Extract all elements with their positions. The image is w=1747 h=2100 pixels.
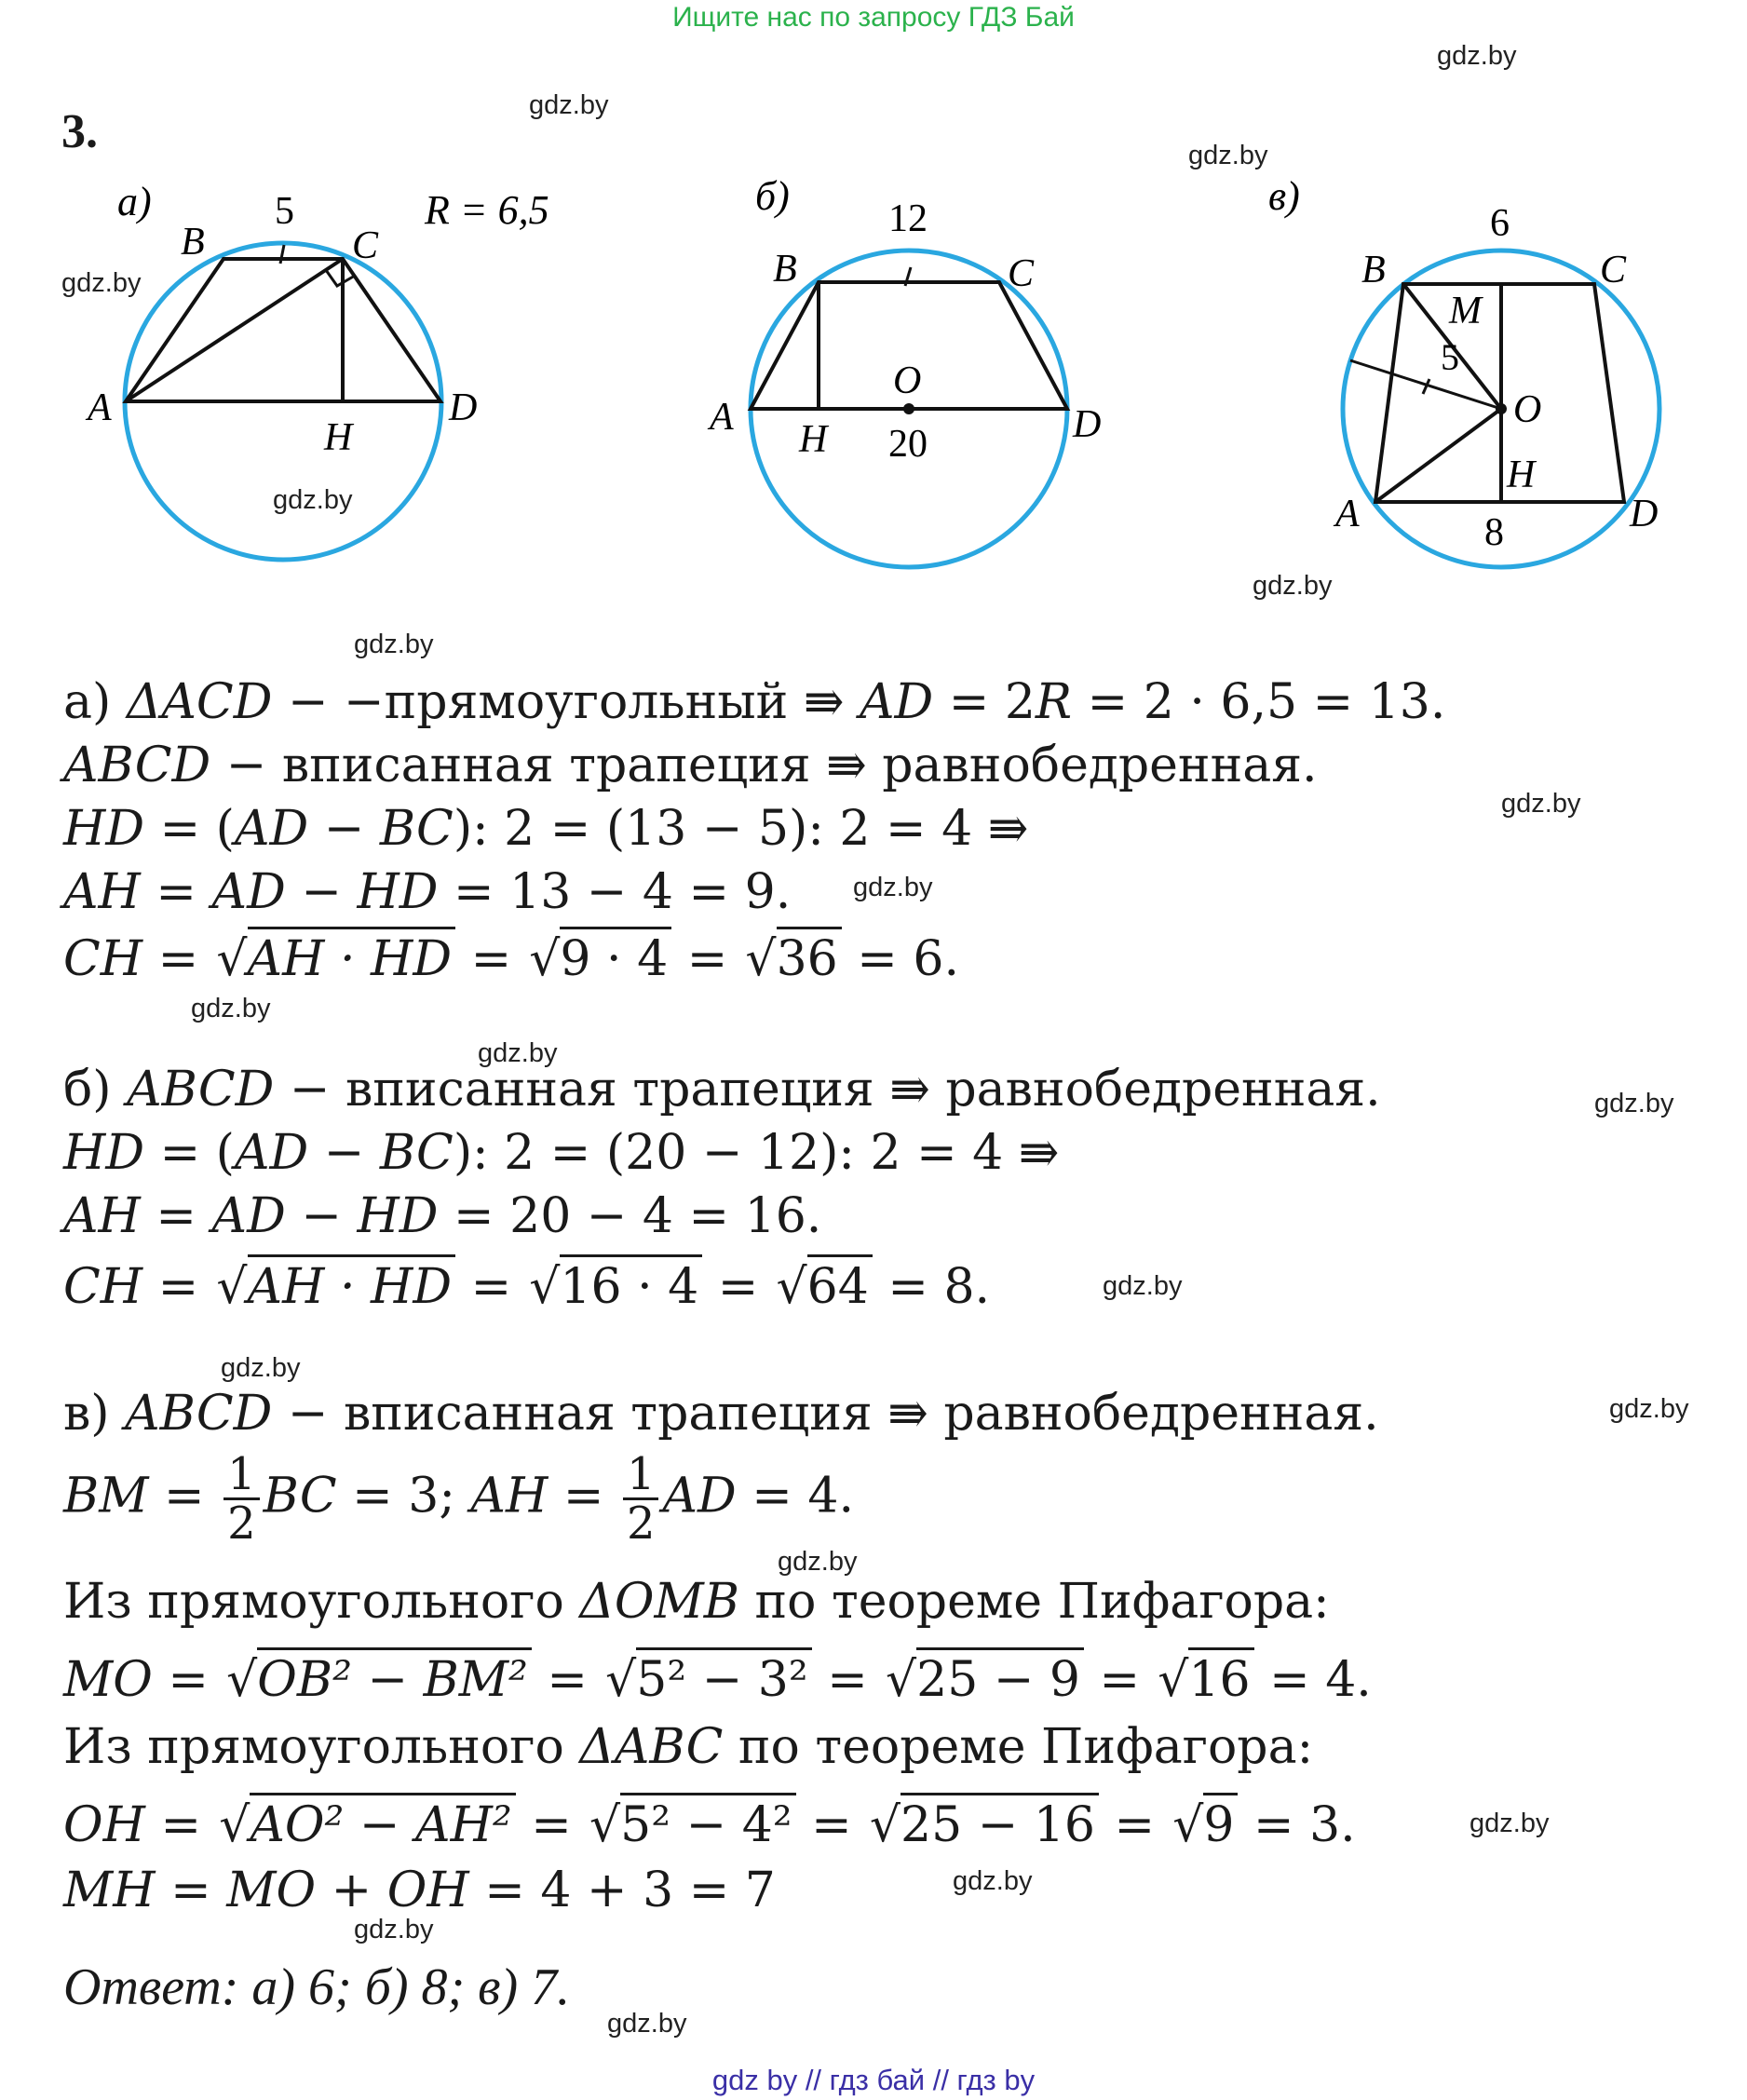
- watermark: gdz.by: [853, 873, 933, 902]
- figure-a-point-a: A: [88, 386, 112, 429]
- figure-c-point-o: O: [1513, 388, 1542, 431]
- solution-a-line-5: CH = √AH · HD = √9 · 4 = √36 = 6.: [63, 935, 959, 983]
- watermark: gdz.by: [1253, 571, 1333, 601]
- solution-c-line-5: Из прямоугольного ΔABC по теореме Пифагора:: [63, 1719, 1314, 1775]
- figure-b: [704, 172, 1151, 582]
- figure-b-point-a: A: [710, 396, 734, 439]
- figure-a-bc-label: 5: [275, 190, 294, 233]
- figure-a-point-h: H: [324, 416, 353, 459]
- watermark: gdz.by: [354, 630, 434, 659]
- figure-a: [88, 172, 615, 582]
- figure-c-ad-label: 8: [1484, 511, 1504, 554]
- fraction-one-half: $\frac{1}{2}$: [623, 1451, 659, 1548]
- figure-c-bc-label: 6: [1490, 202, 1510, 245]
- figure-c-point-b: B: [1361, 249, 1386, 291]
- watermark: gdz.by: [1594, 1089, 1674, 1118]
- fraction-one-half: $\frac{1}{2}$: [223, 1451, 260, 1548]
- figure-a-label: а): [117, 179, 152, 224]
- figure-c-segment-ao: [1375, 409, 1501, 502]
- watermark: gdz.by: [1437, 41, 1517, 71]
- solution-c-line-6: OH = √AO² − AH² = √5² − 4² = √25 − 16 = √9 = 3.: [63, 1801, 1356, 1849]
- watermark: gdz.by: [354, 1915, 434, 1944]
- solution-c-line-3: Из прямоугольного ΔOMB по теореме Пифагора:: [63, 1574, 1330, 1630]
- solution-b-line-2: HD = (AD − BC): 2 = (20 − 12): 2 = 4 ⇛: [63, 1125, 1060, 1181]
- figure-a-point-d: D: [449, 386, 478, 429]
- solution-b-line-3: AH = AD − HD = 20 − 4 = 16.: [63, 1188, 822, 1244]
- solution-a-line-2: ABCD − вписанная трапеция ⇛ равнобедренная.: [63, 738, 1318, 793]
- solution-a-line-1: а) ΔACD − −прямоугольный ⇛ AD = 2R = 2 · 6,5 = 13.: [63, 674, 1446, 730]
- figure-c-radius-label: 5: [1441, 336, 1459, 378]
- problem-number: 3.: [61, 105, 98, 158]
- watermark: gdz.by: [778, 1547, 858, 1577]
- watermark: gdz.by: [529, 90, 609, 120]
- solution-a-line-3: HD = (AD − BC): 2 = (13 − 5): 2 = 4 ⇛: [63, 801, 1029, 857]
- figure-a-radius-label: R = 6,5: [425, 187, 549, 233]
- figure-b-ad-label: 20: [888, 423, 928, 466]
- solution-c-line-7: MH = MO + OH = 4 + 3 = 7: [63, 1863, 776, 1918]
- watermark: gdz.by: [1188, 141, 1268, 170]
- figure-b-point-c: C: [1008, 252, 1035, 295]
- watermark: gdz.by: [1103, 1271, 1183, 1301]
- figure-c-label: в): [1268, 173, 1300, 219]
- figure-a-point-b: B: [181, 221, 205, 264]
- solution-b-line-1: б) ABCD − вписанная трапеция ⇛ равнобедренная.: [63, 1062, 1381, 1118]
- solution-b-line-4: CH = √AH · HD = √16 · 4 = √64 = 8.: [63, 1263, 990, 1311]
- figure-a-trapezoid: [126, 259, 440, 401]
- figure-c-point-h: H: [1507, 454, 1536, 496]
- watermark: gdz.by: [953, 1866, 1033, 1896]
- solution-c-line-2: BM = $\frac{1}{2}$ BC = 3; AH = $\frac{1}{2}$ AD = 4.: [63, 1448, 854, 1551]
- figure-b-point-h: H: [799, 418, 828, 461]
- figure-c-point-d: D: [1630, 493, 1659, 535]
- figure-c-point-c: C: [1600, 249, 1627, 291]
- figure-b-bc-label: 12: [888, 197, 928, 240]
- top-banner[interactable]: Ищите нас по запросу ГДЗ Бай: [672, 2, 1075, 33]
- figure-b-point-b: B: [773, 248, 797, 291]
- solution-a-line-4: AH = AD − HD = 13 − 4 = 9.: [63, 864, 792, 920]
- figure-c-point-a: A: [1335, 493, 1360, 535]
- watermark: gdz.by: [1501, 789, 1581, 819]
- figure-a-point-c: C: [352, 224, 379, 267]
- watermark: gdz.by: [221, 1353, 301, 1383]
- figure-b-point-d: D: [1073, 403, 1102, 446]
- solution-c-line-4: MO = √OB² − BM² = √5² − 3² = √25 − 9 = √16 = 4.: [63, 1656, 1372, 1704]
- watermark: gdz.by: [478, 1038, 558, 1068]
- figure-c-point-m: M: [1449, 290, 1482, 332]
- watermark: gdz.by: [191, 994, 271, 1023]
- footer-links[interactable]: gdz by // гдз бай // гдз by: [711, 2064, 1036, 2096]
- figure-b-label: б): [755, 173, 790, 219]
- answer: Ответ: а) 6; б) 8; в) 7.: [63, 1958, 571, 2016]
- figure-c-center-dot: [1496, 403, 1507, 414]
- watermark: gdz.by: [61, 268, 142, 298]
- watermark: gdz.by: [1469, 1809, 1550, 1838]
- solution-c-line-1: в) ABCD − вписанная трапеция ⇛ равнобедренная.: [63, 1386, 1379, 1442]
- watermark: gdz.by: [273, 485, 353, 515]
- watermark: gdz.by: [1609, 1394, 1689, 1424]
- figure-a-diagonal-ac: [126, 259, 343, 401]
- figure-b-center-dot: [903, 403, 914, 414]
- figure-b-point-o: O: [893, 359, 922, 402]
- watermark: gdz.by: [607, 2009, 687, 2039]
